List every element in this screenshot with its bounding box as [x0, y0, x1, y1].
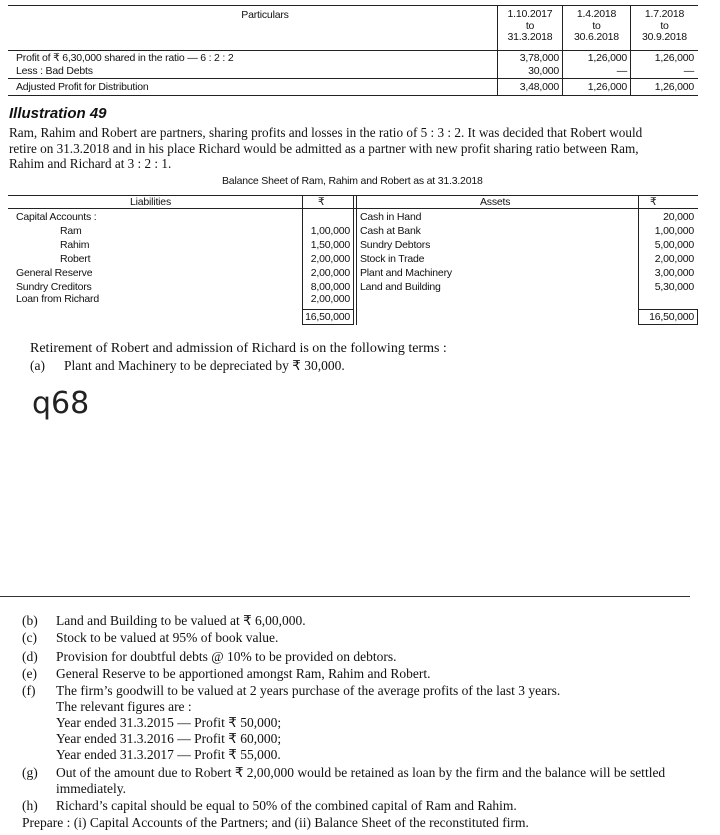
- term-a-label: (a): [30, 358, 45, 373]
- term-a-text: Plant and Machinery to be depreciated by ₹ 30,000.: [64, 358, 345, 373]
- term-label: (b): [22, 613, 38, 628]
- assets-header: Assets: [480, 196, 511, 208]
- term-text: Year ended 31.3.2015 — Profit ₹ 50,000;: [56, 715, 282, 730]
- term-label: (e): [22, 666, 37, 681]
- terms-intro: Retirement of Robert and admission of Richard is on the following terms :: [30, 341, 447, 356]
- term-text: The relevant figures are :: [56, 699, 192, 714]
- liability-label: Loan from Richard: [16, 293, 99, 305]
- table-cell: —: [683, 65, 694, 77]
- term-label: (d): [22, 649, 38, 664]
- term-label: (h): [22, 798, 38, 813]
- term-text: Year ended 31.3.2016 — Profit ₹ 60,000;: [56, 731, 282, 746]
- term-text: Land and Building to be valued at ₹ 6,00,000.: [56, 613, 306, 628]
- period-header-2: 1.4.2018 to 30.6.2018: [574, 8, 619, 43]
- table-cell: 30,000: [528, 65, 559, 77]
- asset-amount: 5,30,000: [654, 281, 694, 293]
- liability-amount: 8,00,000: [310, 281, 350, 293]
- period-header-1: 1.10.2017 to 31.3.2018: [507, 8, 553, 43]
- rupee-symbol-liabilities: ₹: [318, 196, 325, 208]
- liability-label: Capital Accounts :: [16, 211, 97, 223]
- asset-amount: 20,000: [663, 211, 694, 223]
- liability-label: Ram: [60, 225, 82, 237]
- table-cell: 1,26,000: [654, 52, 694, 64]
- liability-amount: 2,00,000: [310, 253, 350, 265]
- rupee-symbol-assets: ₹: [650, 196, 657, 208]
- particulars-header: Particulars: [241, 9, 289, 21]
- term-text: Stock to be valued at 95% of book value.: [56, 630, 279, 645]
- term-text: Year ended 31.3.2017 — Profit ₹ 55,000.: [56, 747, 281, 762]
- term-text: Out of the amount due to Robert ₹ 2,00,000 would be retained as loan by the firm and the balance will be settled: [56, 765, 666, 780]
- asset-amount: 1,00,000: [654, 225, 694, 237]
- term-text: Provision for doubtful debts @ 10% to be provided on debtors.: [56, 649, 397, 664]
- divider: [0, 596, 690, 597]
- table-cell: 3,48,000: [519, 81, 559, 93]
- asset-label: Land and Building: [360, 281, 441, 293]
- liability-amount: 2,00,000: [310, 293, 350, 305]
- liability-label: Rahim: [60, 239, 90, 251]
- liability-amount: 2,00,000: [310, 267, 350, 279]
- asset-amount: 3,00,000: [654, 267, 694, 279]
- liability-label: Sundry Creditors: [16, 281, 92, 293]
- term-label: (f): [22, 683, 36, 698]
- handwritten-note: q68: [32, 386, 90, 421]
- table-cell: 1,26,000: [587, 81, 627, 93]
- asset-label: Stock in Trade: [360, 253, 425, 265]
- illustration-heading: Illustration 49: [9, 105, 107, 122]
- table-cell: —: [616, 65, 627, 77]
- term-text: General Reserve to be apportioned amongst Ram, Rahim and Robert.: [56, 666, 431, 681]
- illustration-intro: Ram, Rahim and Robert are partners, sharing profits and losses in the ratio of 5 : 3 : 2. It was decided that Robert would retire on 31.3.2018 and in his place Richard would be admitted as a partner with new profit sharing ratio between Ram, Rahim and Richard at 3 : 2 : 1.: [9, 125, 643, 171]
- asset-label: Cash at Bank: [360, 225, 421, 237]
- period-header-3: 1.7.2018 to 30.9.2018: [642, 8, 687, 43]
- prepare-instruction: Prepare : (i) Capital Accounts of the Partners; and (ii) Balance Sheet of the reconstituted firm.: [22, 815, 529, 830]
- asset-label: Plant and Machinery: [360, 267, 452, 279]
- term-label: (c): [22, 630, 37, 645]
- liability-label: General Reserve: [16, 267, 93, 279]
- asset-amount: 5,00,000: [654, 239, 694, 251]
- total-liabilities: 16,50,000: [305, 311, 350, 323]
- liability-label: Robert: [60, 253, 91, 265]
- liabilities-header: Liabilities: [130, 196, 171, 208]
- table-row-label: Profit of ₹ 6,30,000 shared in the ratio — 6 : 2 : 2: [16, 52, 234, 64]
- term-text: immediately.: [56, 781, 126, 796]
- term-label: (g): [22, 765, 38, 780]
- asset-label: Cash in Hand: [360, 211, 422, 223]
- total-assets: 16,50,000: [649, 311, 694, 323]
- table-cell: 1,26,000: [654, 81, 694, 93]
- asset-amount: 2,00,000: [654, 253, 694, 265]
- liability-amount: 1,50,000: [310, 239, 350, 251]
- term-text: Richard’s capital should be equal to 50% of the combined capital of Ram and Rahim.: [56, 798, 517, 813]
- table-cell: 3,78,000: [519, 52, 559, 64]
- term-text: The firm’s goodwill to be valued at 2 years purchase of the average profits of the last 3 years.: [56, 683, 561, 698]
- balance-sheet-title: Balance Sheet of Ram, Rahim and Robert as at 31.3.2018: [222, 175, 483, 187]
- table-row-label: Adjusted Profit for Distribution: [16, 81, 149, 93]
- table-row-label: Less : Bad Debts: [16, 65, 93, 77]
- liability-amount: 1,00,000: [310, 225, 350, 237]
- table-cell: 1,26,000: [587, 52, 627, 64]
- asset-label: Sundry Debtors: [360, 239, 431, 251]
